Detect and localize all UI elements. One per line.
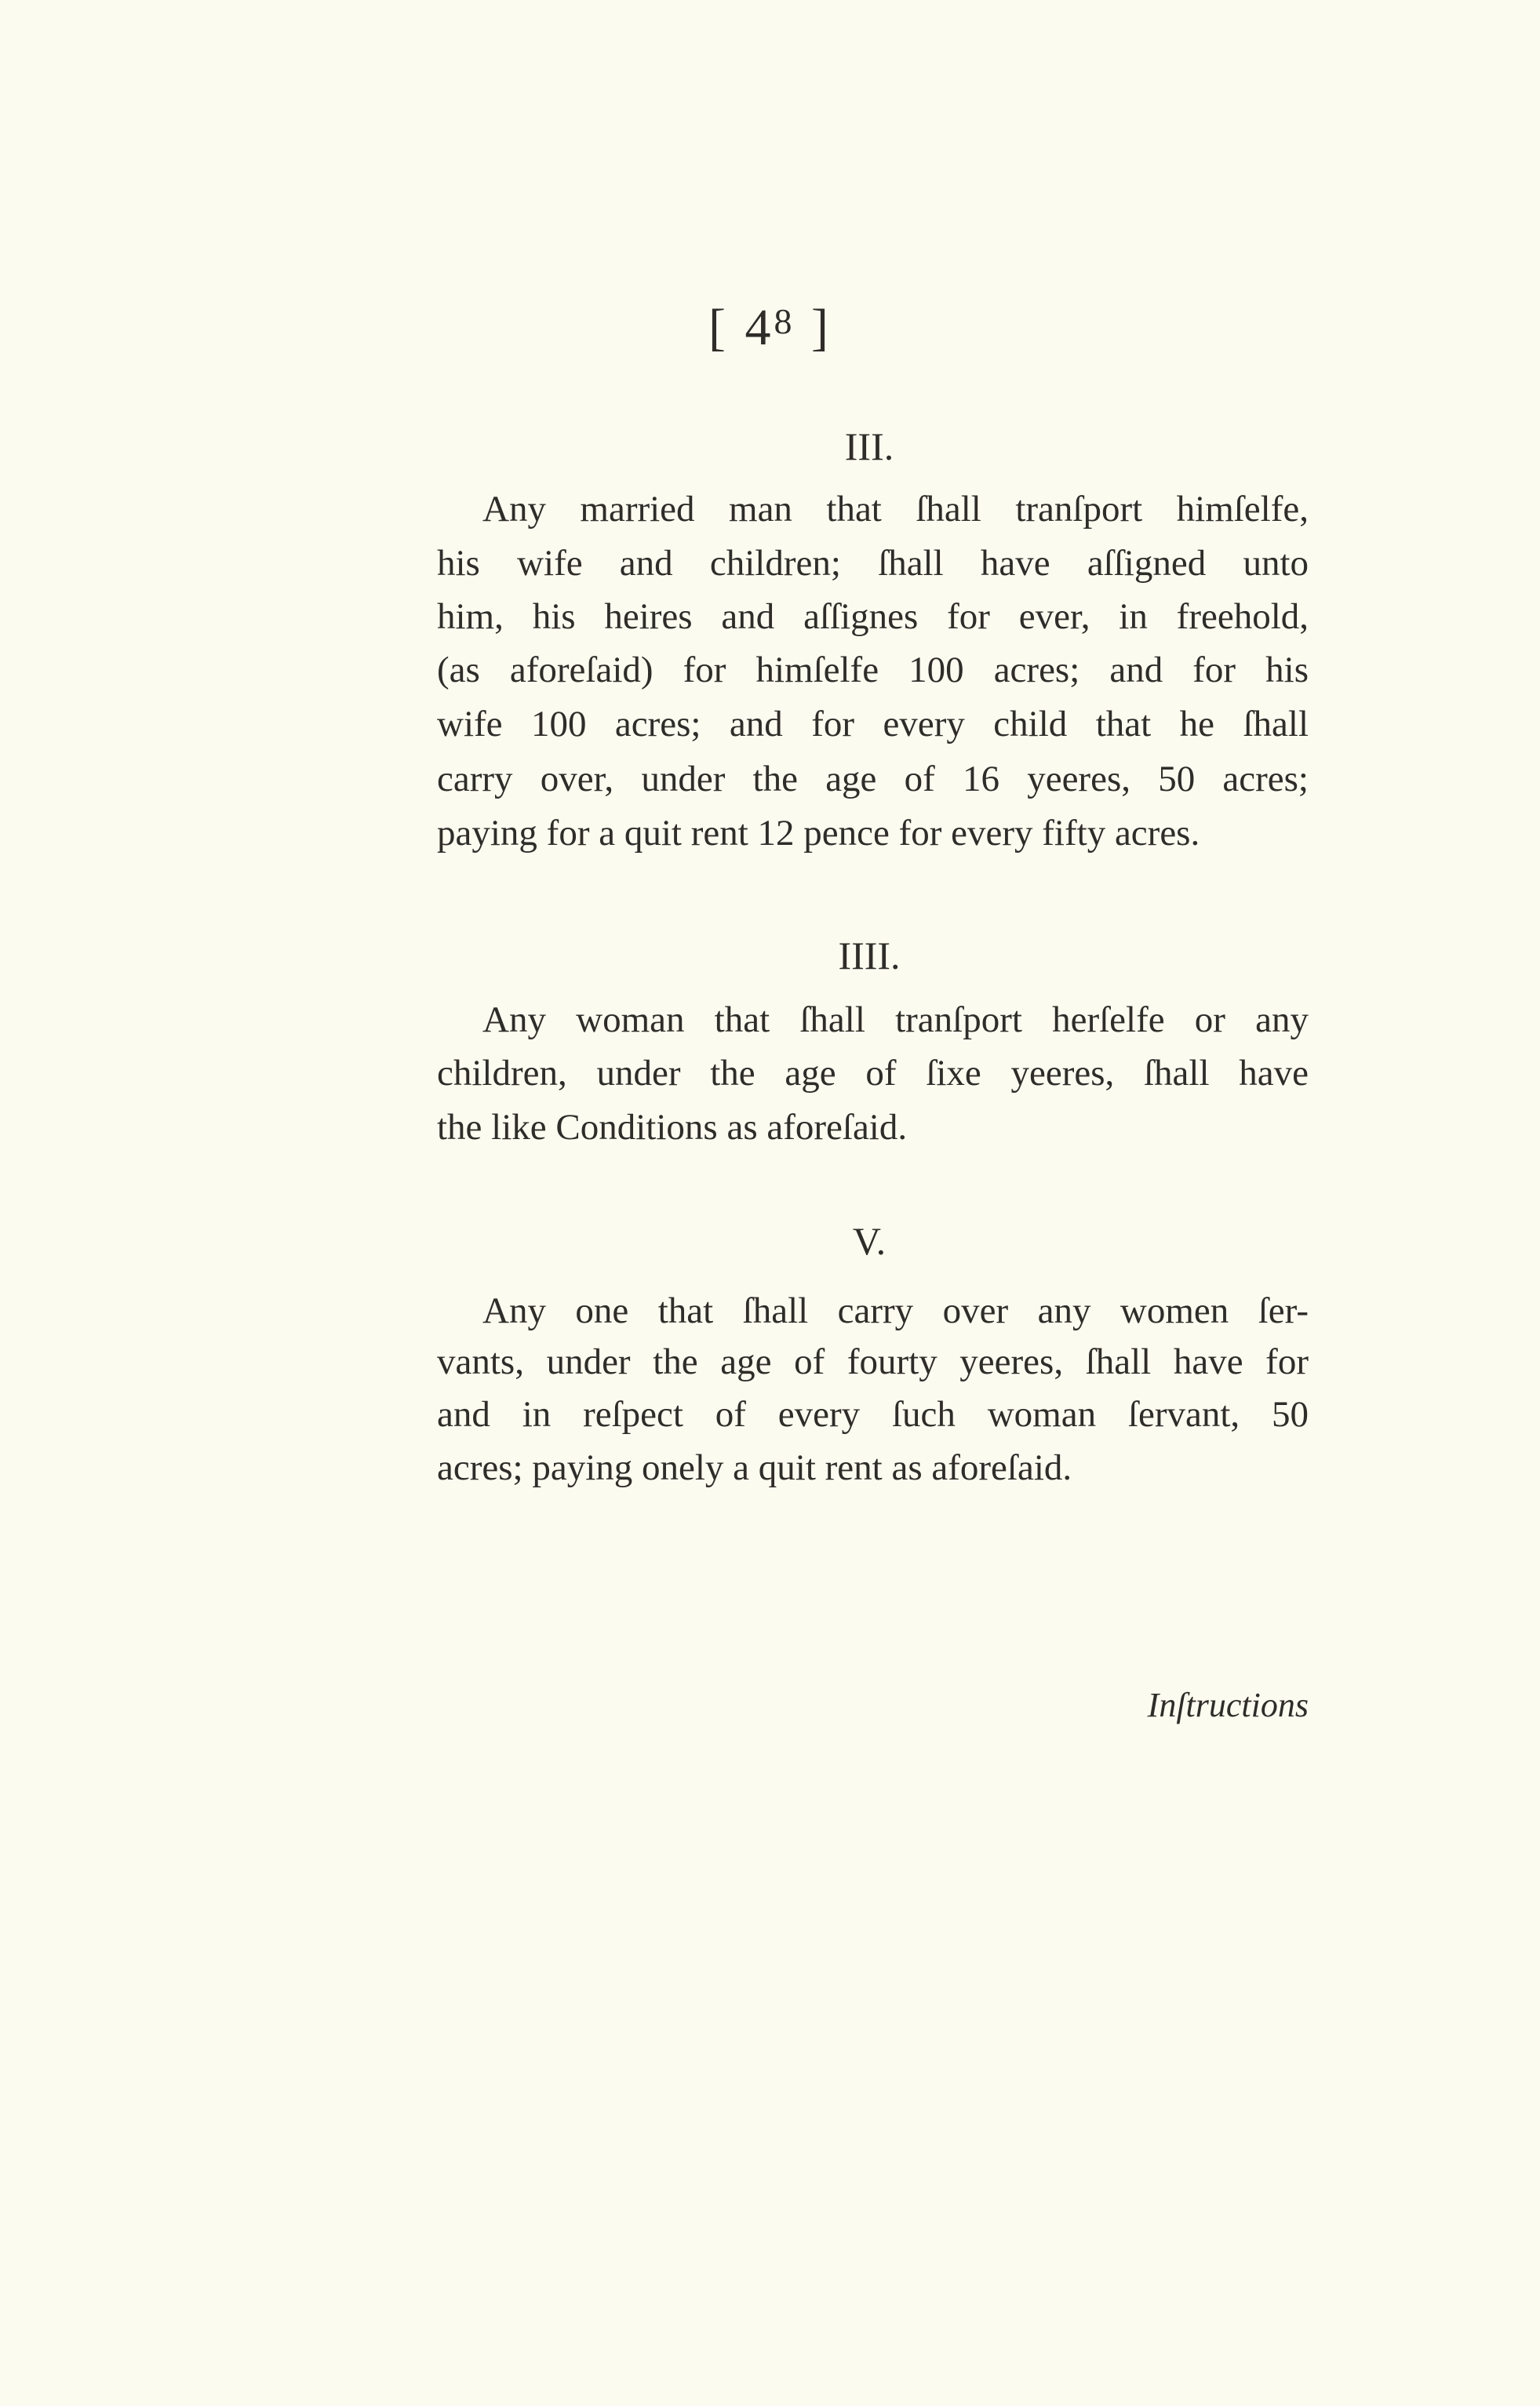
text-line: him, his heires and aſſignes for ever, in freehold, <box>437 596 1309 637</box>
text-line: (as aforeſaid) for himſelfe 100 acres; and for his <box>437 650 1309 690</box>
section-heading: IIII. <box>838 934 901 977</box>
text-line: and in reſpect of every ſuch woman ſervant, 50 <box>437 1394 1309 1435</box>
page-number <box>0 298 1540 358</box>
page-digit: 4 <box>745 299 774 356</box>
text-line: his wife and children; ſhall have aſſigned unto <box>437 543 1309 584</box>
text-line: children, under the age of ſixe yeeres, ſhall have <box>437 1053 1309 1094</box>
text-line: acres; paying onely a quit rent as aforeſaid. <box>437 1447 1072 1488</box>
text-line: paying for a quit rent 12 pence for every fifty acres. <box>437 813 1200 854</box>
text-line: carry over, under the age of 16 yeeres, 50 acres; <box>437 759 1309 799</box>
text-line: Any married man that ſhall tranſport himſelfe, <box>482 489 1309 530</box>
text-line: Any one that ſhall carry over any women ſer- <box>482 1290 1309 1331</box>
text-line: wife 100 acres; and for every child that he ſhall <box>437 704 1309 744</box>
section-heading: V. <box>852 1219 887 1263</box>
bracket-close: ] <box>811 299 832 356</box>
text-line: the like Conditions as aforeſaid. <box>437 1107 908 1148</box>
bracket-open: [ <box>708 299 729 356</box>
page-digit-raised: 8 <box>774 301 795 341</box>
catchword: Inſtructions <box>1147 1686 1309 1724</box>
section-heading: III. <box>844 424 894 468</box>
text-line: vants, under the age of fourty yeeres, ſhall have for <box>437 1341 1309 1382</box>
text-line: Any woman that ſhall tranſport herſelfe or any <box>482 999 1309 1040</box>
